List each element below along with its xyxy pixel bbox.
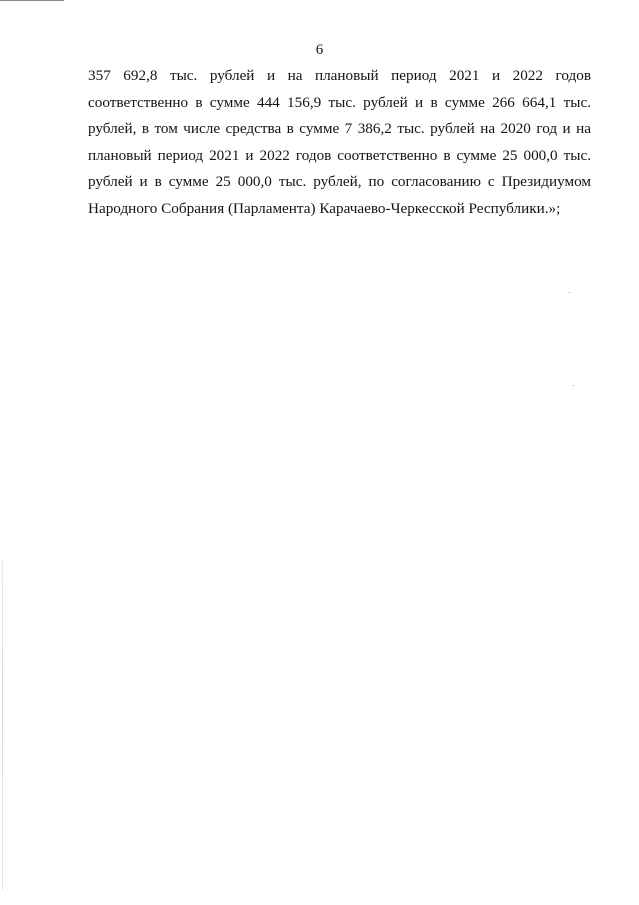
paragraph-line: Народного Собрания (Парламента) Карачаево-Черкесской Республики.»; <box>88 199 561 217</box>
scan-edge-shadow <box>2 560 3 890</box>
paragraph-line: плановый период 2021 и 2022 годов соответственно в сумме 25 000,0 тыс. <box>88 146 591 164</box>
scan-speck <box>569 292 570 293</box>
paragraph-line: рублей и в сумме 25 000,0 тыс. рублей, по согласованию с Президиумом <box>88 173 591 191</box>
paragraph-line: рублей, в том числе средства в сумме 7 386,2 тыс. рублей на 2020 год и на <box>88 120 591 138</box>
scan-speck <box>573 385 574 386</box>
page-number: 6 <box>315 42 324 58</box>
paragraph-line: соответственно в сумме 444 156,9 тыс. рублей и в сумме 266 664,1 тыс. <box>88 93 591 111</box>
scan-edge-mark <box>0 0 64 1</box>
paragraph-line: 357 692,8 тыс. рублей и на плановый период 2021 и 2022 годов <box>88 67 591 84</box>
body-paragraph <box>88 63 591 223</box>
